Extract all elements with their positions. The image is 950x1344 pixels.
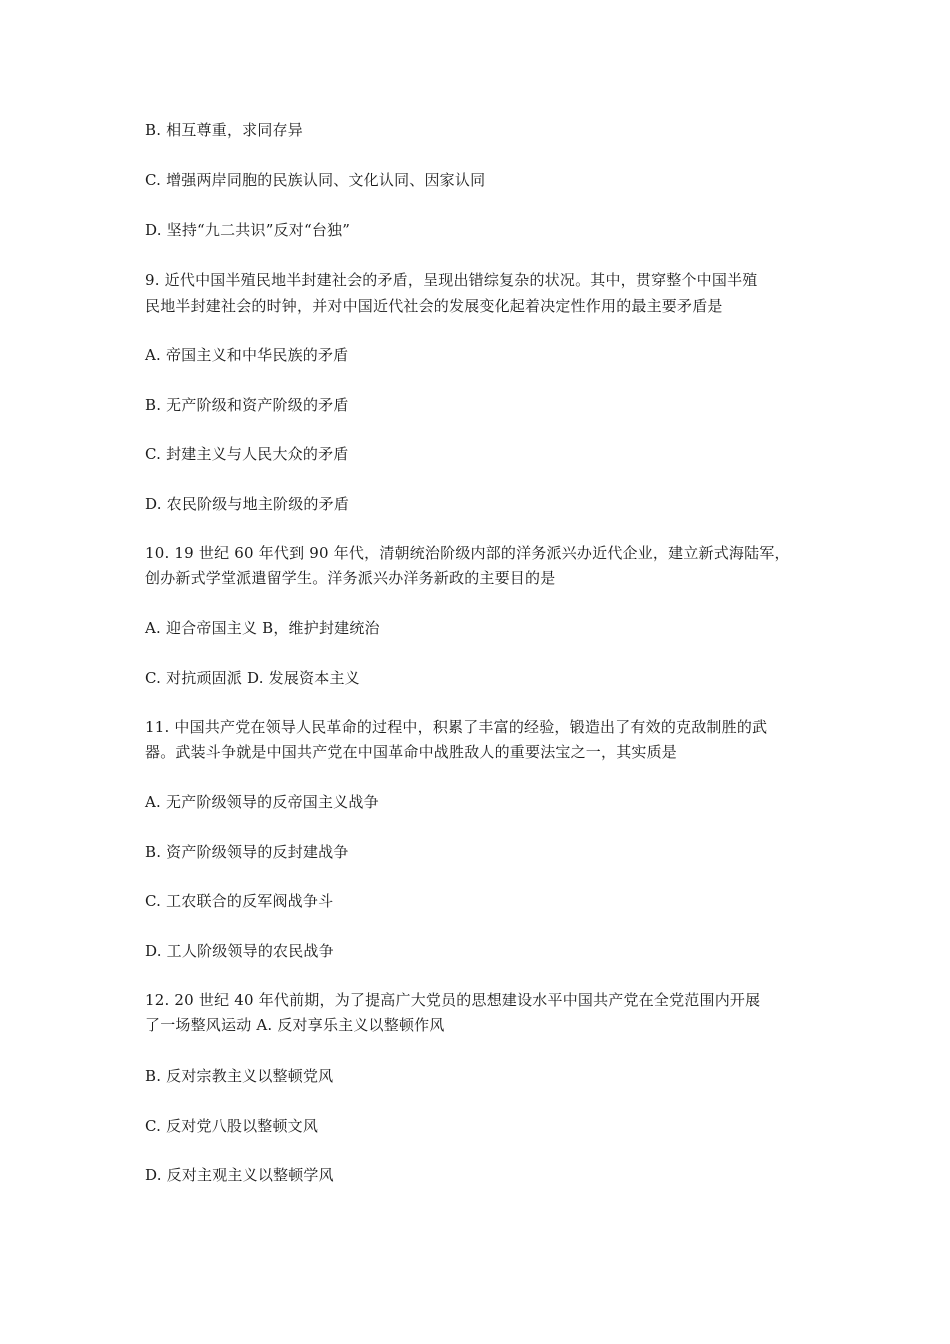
q12-stem-line-1: 12. 20 世纪 40 年代前期，为了提高广大党员的思想建设水平中国共产党在全党范围内开展 xyxy=(145,991,761,1009)
q8-option-d: D. 坚持“九二共识”反对“台独” xyxy=(145,221,351,239)
q8-option-c: C. 增强两岸同胞的民族认同、文化认同、因家认同 xyxy=(145,171,486,189)
q11-option-c: C. 工农联合的反军阀战争斗 xyxy=(145,892,334,910)
q12-stem-line-2: 了一场整风运动 A. 反对享乐主义以整顿作风 xyxy=(145,1016,445,1034)
q12-option-d: D. 反对主观主义以整顿学风 xyxy=(145,1166,334,1184)
q10-stem-line-1: 10. 19 世纪 60 年代到 90 年代，清朝统治阶级内部的洋务派兴办近代企业，建立新式海陆军， xyxy=(145,544,790,562)
q9-option-c: C. 封建主义与人民大众的矛盾 xyxy=(145,445,349,463)
q9-option-d: D. 农民阶级与地主阶级的矛盾 xyxy=(145,495,350,513)
q12-option-c: C. 反对党八股以整顿文风 xyxy=(145,1117,319,1135)
q9-stem-line-1: 9. 近代中国半殖民地半封建社会的矛盾，呈现出错综复杂的状况。其中，贯穿整个中国半殖 xyxy=(145,271,758,289)
q9-option-a: A. 帝国主义和中华民族的矛盾 xyxy=(145,346,349,364)
q12-option-b: B. 反对宗教主义以整顿党风 xyxy=(145,1067,334,1085)
q9-stem-line-2: 民地半封建社会的时钟，并对中国近代社会的发展变化起着决定性作用的最主要矛盾是 xyxy=(145,297,723,315)
q8-option-b: B. 相互尊重，求同存异 xyxy=(145,121,303,139)
q10-stem-line-2: 创办新式学堂派遣留学生。洋务派兴办洋务新政的主要目的是 xyxy=(145,569,556,587)
q11-option-b: B. 资产阶级领导的反封建战争 xyxy=(145,843,349,861)
q10-options-line-1: A. 迎合帝国主义 B，维护封建统治 xyxy=(145,619,380,637)
q10-options-line-2: C. 对抗顽固派 D. 发展资本主义 xyxy=(145,669,360,687)
q11-stem-line-1: 11. 中国共产党在领导人民革命的过程中，积累了丰富的经验，锻造出了有效的克敌制胜的武 xyxy=(145,718,768,736)
q11-stem-line-2: 器。武装斗争就是中国共产党在中国革命中战胜敌人的重要法宝之一，其实质是 xyxy=(145,743,678,761)
q11-option-d: D. 工人阶级领导的农民战争 xyxy=(145,942,334,960)
q9-option-b: B. 无产阶级和资产阶级的矛盾 xyxy=(145,396,349,414)
q11-option-a: A. 无产阶级领导的反帝国主义战争 xyxy=(145,793,379,811)
